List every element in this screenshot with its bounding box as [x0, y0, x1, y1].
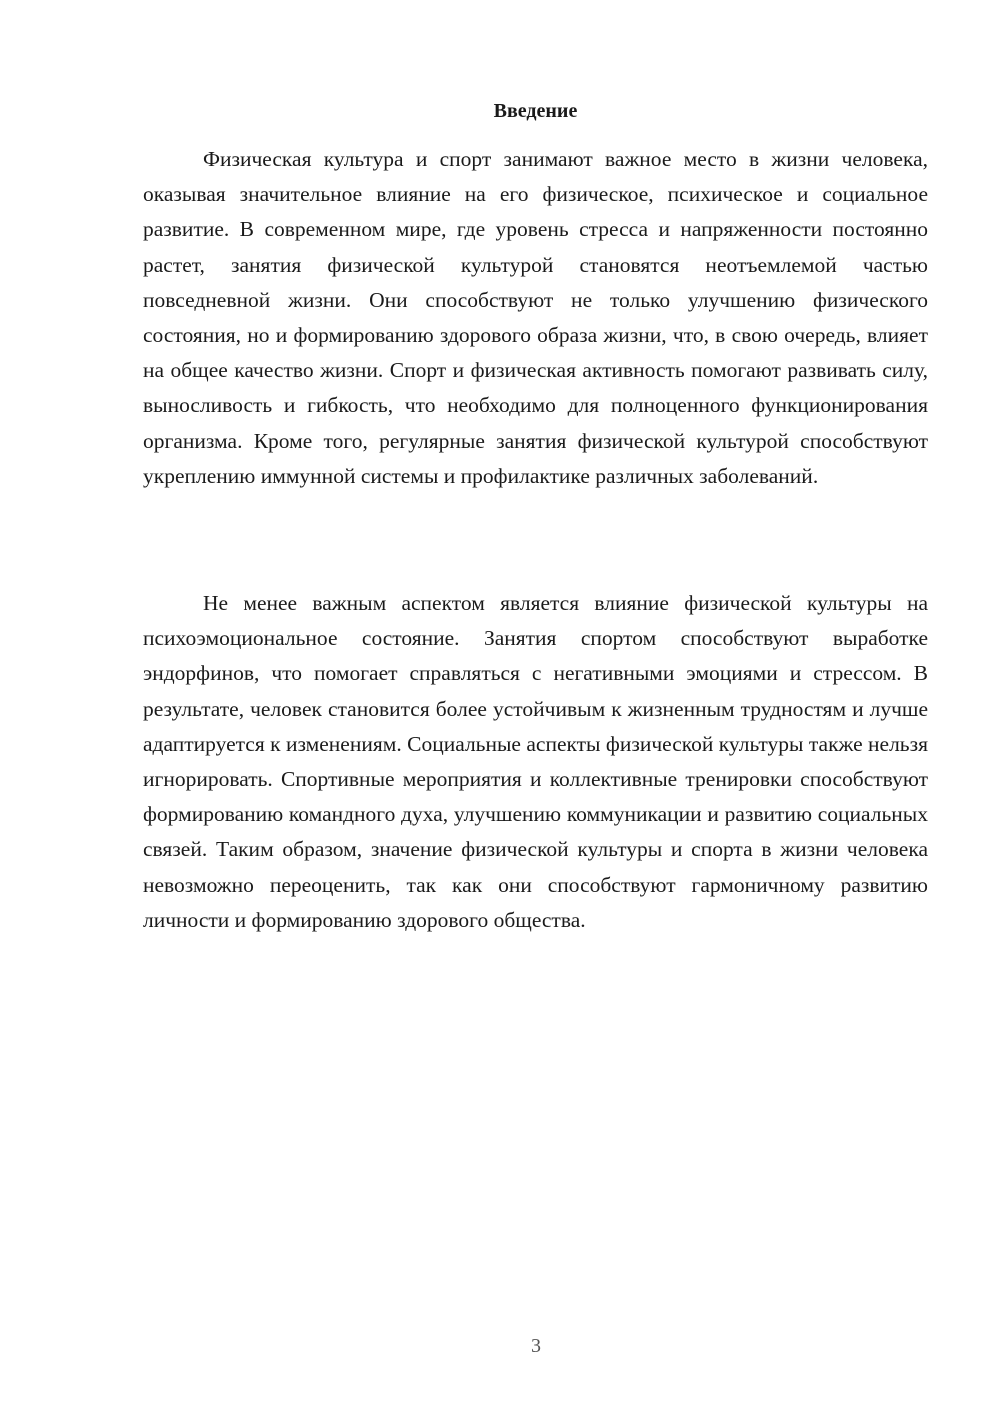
body-paragraph-2: Не менее важным аспектом является влияние физической культуры на психоэмоциональное состояние. Занятия спортом способствуют выработке эндорфинов, что помогает справляться с негативными эмоциями и стрессом. В результате, человек становится более устойчивым к жизненным трудностям и лучше адаптируется к изменениям. Социальные аспекты физической культуры также нельзя игнорировать. Спортивные мероприятия и коллективные тренировки способствуют формированию командного духа, улучшению коммуникации и развитию социальных связей. Таким образом, значение физической культуры и спорта в жизни человека невозможно переоценить, так как они способствуют гармоничному развитию личности и формированию здорового общества.	[143, 591, 928, 932]
page-number: 3	[531, 1335, 541, 1357]
body-paragraph-1: Физическая культура и спорт занимают важное место в жизни человека, оказывая значительное влияние на его физическое, психическое и социальное развитие. В современном мире, где уровень стресса и напряженности постоянно растет, занятия физической культурой становятся неотъемлемой частью повседневной жизни. Они способствуют не только улучшению физического состояния, но и формированию здорового образа жизни, что, в свою очередь, влияет на общее качество жизни. Спорт и физическая активность помогают развивать силу, выносливость и гибкость, что необходимо для полноценного функционирования организма. Кроме того, регулярные занятия физической культурой способствуют укреплению иммунной системы и профилактике различных заболеваний.	[143, 147, 928, 488]
page-title: Введение	[493, 100, 578, 122]
